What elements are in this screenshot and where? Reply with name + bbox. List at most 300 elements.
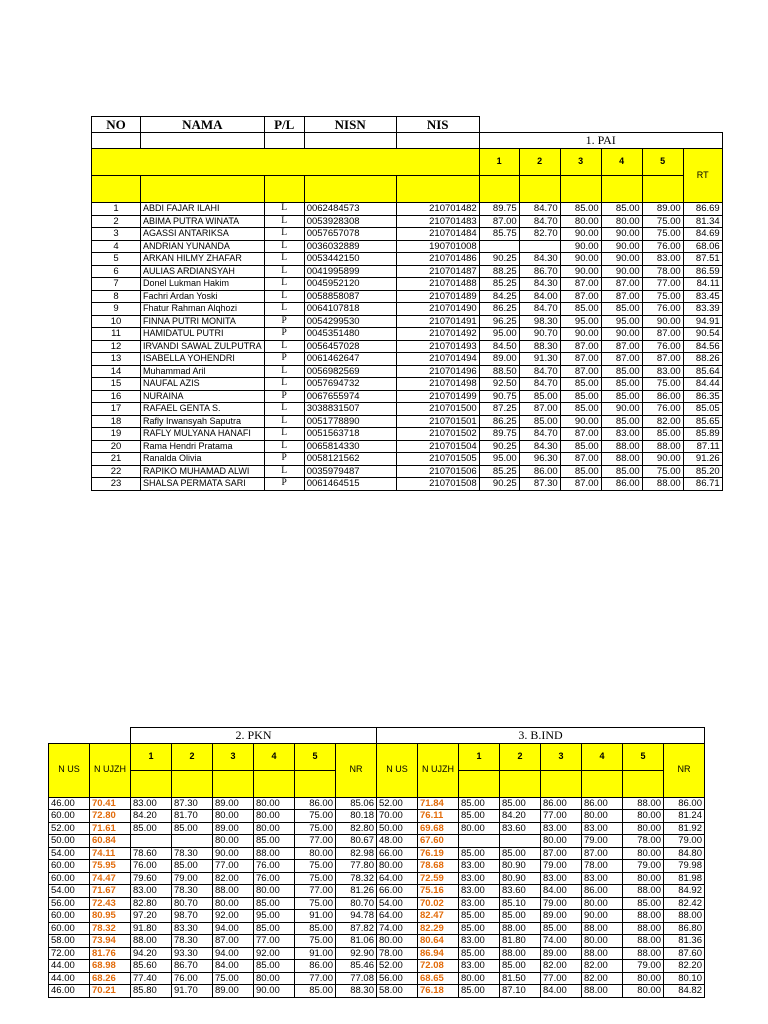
cell-bind-nr: 84.80: [664, 847, 705, 860]
cell-pai-3: 87.00: [560, 278, 601, 291]
cell-pkn-nujzh: 68.26: [90, 972, 131, 985]
cell-bind-2: [500, 835, 541, 848]
cell-nisn: 0056457028: [304, 340, 396, 353]
cell-pai-2: 88.30: [519, 340, 560, 353]
cell-bind-nr: 80.10: [664, 972, 705, 985]
cell-pkn-4: 76.00: [254, 872, 295, 885]
cell-pkn-1: 79.60: [131, 872, 172, 885]
cell-pl: L: [264, 403, 304, 416]
cell-pai-4: 83.00: [601, 428, 642, 441]
cell-bind-4: 78.00: [582, 860, 623, 873]
cell-pkn-nujzh: 71.61: [90, 822, 131, 835]
cell-bind-1: 80.00: [459, 822, 500, 835]
cell-bind-1: 85.00: [459, 922, 500, 935]
cell-no: 10: [92, 315, 141, 328]
cell-nama: Donel Lukman Hakim: [141, 278, 265, 291]
cell-pai-2: 85.00: [519, 390, 560, 403]
cell-bind-3: 84.00: [541, 985, 582, 998]
cell-pai-2: 98.30: [519, 315, 560, 328]
cell-bind-5: 88.00: [623, 885, 664, 898]
cell-bind-1: 85.00: [459, 810, 500, 823]
cell-pkn-3: 75.00: [213, 972, 254, 985]
cell-bind-2: 88.00: [500, 947, 541, 960]
cell-pai-5: 76.00: [642, 303, 683, 316]
cell-bind-2: 83.60: [500, 822, 541, 835]
cell-pai-rt: 88.26: [683, 353, 722, 366]
pai-col-5: 5: [642, 149, 683, 176]
cell-nis: 210701504: [396, 440, 479, 453]
cell-nis: 210701502: [396, 428, 479, 441]
cell-nisn: 0058858087: [304, 290, 396, 303]
cell-bind-nujzh: 72.08: [418, 960, 459, 973]
table-row: [92, 228, 723, 241]
cell-bind-1: 80.00: [459, 972, 500, 985]
cell-bind-3: 85.00: [541, 922, 582, 935]
cell-pkn-5: 85.00: [295, 985, 336, 998]
cell-bind-1: 85.00: [459, 797, 500, 810]
subject-pai: 1. PAI: [479, 133, 722, 149]
cell-no: 3: [92, 228, 141, 241]
cell-nama: IRVANDI SAWAL ZULPUTRA: [141, 340, 265, 353]
cell-bind-5: 80.00: [623, 872, 664, 885]
cell-nis: 210701493: [396, 340, 479, 353]
cell-pai-2: 84.70: [519, 203, 560, 216]
cell-pkn-nus: 60.00: [49, 910, 90, 923]
table-row: [49, 960, 705, 973]
cell-pkn-nr: 77.08: [336, 972, 377, 985]
cell-pai-4: 88.00: [601, 440, 642, 453]
cell-no: 20: [92, 440, 141, 453]
cell-pkn-2: 87.30: [172, 797, 213, 810]
cell-pkn-5: 86.00: [295, 797, 336, 810]
cell-bind-2: 85.00: [500, 960, 541, 973]
cell-pkn-2: 98.70: [172, 910, 213, 923]
cell-pai-1: 92.50: [479, 378, 519, 391]
cell-bind-3: 86.00: [541, 797, 582, 810]
cell-bind-3: 83.00: [541, 872, 582, 885]
cell-bind-1: 83.00: [459, 860, 500, 873]
cell-bind-3: 89.00: [541, 947, 582, 960]
cell-pkn-nujzh: 68.98: [90, 960, 131, 973]
cell-nama: AULIAS ARDIANSYAH: [141, 265, 265, 278]
pai-col-rt: RT: [683, 149, 722, 203]
table-row: [49, 847, 705, 860]
bind-col-2: 2: [500, 743, 541, 770]
cell-bind-nus: 52.00: [377, 960, 418, 973]
table-row: [92, 240, 723, 253]
cell-bind-4: 83.00: [582, 822, 623, 835]
cell-pkn-nr: 85.46: [336, 960, 377, 973]
cell-pai-3: 87.00: [560, 290, 601, 303]
cell-nisn: 0045351480: [304, 328, 396, 341]
cell-bind-5: 80.00: [623, 810, 664, 823]
cell-bind-nus: 74.00: [377, 922, 418, 935]
cell-bind-5: 88.00: [623, 947, 664, 960]
cell-pai-1: 89.00: [479, 353, 519, 366]
table-row: [49, 797, 705, 810]
cell-pai-2: 87.00: [519, 403, 560, 416]
cell-pkn-5: 86.00: [295, 960, 336, 973]
cell-pai-4: 90.00: [601, 265, 642, 278]
cell-bind-5: 85.00: [623, 897, 664, 910]
cell-pai-3: 80.00: [560, 215, 601, 228]
cell-no: 2: [92, 215, 141, 228]
cell-pl: L: [264, 303, 304, 316]
cell-pkn-3: 89.00: [213, 797, 254, 810]
cell-bind-nus: 58.00: [377, 985, 418, 998]
cell-nama: RAFAEL GENTA S.: [141, 403, 265, 416]
cell-pl: L: [264, 415, 304, 428]
cell-bind-nus: 70.00: [377, 810, 418, 823]
cell-no: 12: [92, 340, 141, 353]
cell-nis: 210701494: [396, 353, 479, 366]
subject-bind: 3. B.IND: [377, 728, 705, 744]
cell-pai-5: 90.00: [642, 315, 683, 328]
cell-bind-5: 79.00: [623, 960, 664, 973]
cell-pl: L: [264, 465, 304, 478]
cell-pkn-nujzh: 81.76: [90, 947, 131, 960]
cell-pai-4: 90.00: [601, 253, 642, 266]
cell-pai-3: 85.00: [560, 403, 601, 416]
cell-bind-5: 88.00: [623, 910, 664, 923]
cell-pkn-nr: 78.32: [336, 872, 377, 885]
cell-pai-2: 90.70: [519, 328, 560, 341]
cell-pkn-2: 85.00: [172, 822, 213, 835]
cell-nisn: 0045952120: [304, 278, 396, 291]
table-row: [92, 415, 723, 428]
cell-pkn-1: 85.00: [131, 822, 172, 835]
cell-pai-1: 96.25: [479, 315, 519, 328]
cell-bind-5: 88.00: [623, 922, 664, 935]
table-row: [49, 835, 705, 848]
cell-nis: 210701506: [396, 465, 479, 478]
cell-bind-4: 88.00: [582, 985, 623, 998]
cell-nama: Rama Hendri Pratama: [141, 440, 265, 453]
cell-bind-nujzh: 86.94: [418, 947, 459, 960]
cell-nama: Ranalda Olivia: [141, 453, 265, 466]
table-row: [49, 935, 705, 948]
cell-pai-3: 87.00: [560, 428, 601, 441]
cell-no: 7: [92, 278, 141, 291]
table-row: [92, 478, 723, 491]
pkn-col-2: 2: [172, 743, 213, 770]
cell-pai-5: 90.00: [642, 453, 683, 466]
cell-pai-2: 82.70: [519, 228, 560, 241]
cell-pkn-nr: 92.90: [336, 947, 377, 960]
cell-pai-5: 77.00: [642, 278, 683, 291]
cell-pai-1: 88.50: [479, 365, 519, 378]
cell-bind-1: 85.00: [459, 910, 500, 923]
cell-pai-rt: 84.69: [683, 228, 722, 241]
cell-nisn: 0036032889: [304, 240, 396, 253]
cell-no: 22: [92, 465, 141, 478]
cell-bind-2: 81.50: [500, 972, 541, 985]
cell-pl: P: [264, 328, 304, 341]
cell-nisn: 0065814330: [304, 440, 396, 453]
cell-pkn-1: 91.80: [131, 922, 172, 935]
table-row: [92, 328, 723, 341]
student-table-pkn-bind: [48, 727, 705, 998]
cell-pkn-2: 78.30: [172, 847, 213, 860]
cell-pkn-4: 92.00: [254, 947, 295, 960]
cell-pkn-nujzh: 73.94: [90, 935, 131, 948]
cell-pai-rt: 87.51: [683, 253, 722, 266]
cell-bind-2: 85.00: [500, 910, 541, 923]
cell-nis: 210701492: [396, 328, 479, 341]
cell-bind-5: 80.00: [623, 972, 664, 985]
cell-pai-4: 87.00: [601, 290, 642, 303]
cell-pai-4: 90.00: [601, 328, 642, 341]
cell-pl: L: [264, 228, 304, 241]
cell-bind-nus: 80.00: [377, 935, 418, 948]
cell-pai-3: 90.00: [560, 265, 601, 278]
cell-bind-3: 87.00: [541, 847, 582, 860]
bind-col-nr: NR: [664, 743, 705, 797]
cell-bind-nr: 87.60: [664, 947, 705, 960]
cell-pai-rt: 90.54: [683, 328, 722, 341]
cell-pai-4: 95.00: [601, 315, 642, 328]
cell-bind-3: 77.00: [541, 972, 582, 985]
cell-no: 6: [92, 265, 141, 278]
cell-pai-4: 87.00: [601, 353, 642, 366]
cell-bind-2: 83.60: [500, 885, 541, 898]
cell-pkn-nus: 46.00: [49, 797, 90, 810]
table-row: [92, 203, 723, 216]
cell-bind-3: 83.00: [541, 822, 582, 835]
cell-pl: P: [264, 478, 304, 491]
table-row: [92, 390, 723, 403]
cell-pkn-2: 76.00: [172, 972, 213, 985]
cell-pkn-nr: 94.78: [336, 910, 377, 923]
cell-pai-1: 95.00: [479, 328, 519, 341]
cell-nisn: 0064107818: [304, 303, 396, 316]
cell-pai-5: 75.00: [642, 465, 683, 478]
cell-nama: ARKAN HILMY ZHAFAR: [141, 253, 265, 266]
cell-pl: P: [264, 390, 304, 403]
cell-no: 11: [92, 328, 141, 341]
cell-pai-rt: 86.71: [683, 478, 722, 491]
cell-pai-4: 90.00: [601, 240, 642, 253]
cell-pai-1: 85.75: [479, 228, 519, 241]
pai-col-3: 3: [560, 149, 601, 176]
cell-pai-5: 86.00: [642, 390, 683, 403]
cell-pl: L: [264, 265, 304, 278]
cell-pai-rt: 86.59: [683, 265, 722, 278]
cell-nama: SHALSA PERMATA SARI: [141, 478, 265, 491]
cell-bind-2: 85.00: [500, 797, 541, 810]
cell-pkn-1: 97.20: [131, 910, 172, 923]
cell-pai-2: 84.30: [519, 278, 560, 291]
table-row: [92, 440, 723, 453]
cell-pkn-1: 85.80: [131, 985, 172, 998]
cell-pai-4: 90.00: [601, 228, 642, 241]
cell-pai-5: 76.00: [642, 340, 683, 353]
cell-pl: L: [264, 440, 304, 453]
cell-pkn-5: 77.00: [295, 885, 336, 898]
cell-pkn-nus: 72.00: [49, 947, 90, 960]
cell-pai-3: 90.00: [560, 253, 601, 266]
cell-pkn-nujzh: 74.47: [90, 872, 131, 885]
cell-pkn-5: 75.00: [295, 872, 336, 885]
table-row: [49, 860, 705, 873]
cell-pai-1: 90.25: [479, 253, 519, 266]
cell-pl: L: [264, 340, 304, 353]
cell-pkn-3: 89.00: [213, 985, 254, 998]
cell-pai-2: 85.00: [519, 415, 560, 428]
cell-bind-nujzh: 75.16: [418, 885, 459, 898]
cell-pai-3: 85.00: [560, 378, 601, 391]
cell-nisn: 0058121562: [304, 453, 396, 466]
cell-no: 5: [92, 253, 141, 266]
cell-bind-1: 85.00: [459, 947, 500, 960]
cell-bind-nr: 81.92: [664, 822, 705, 835]
cell-pai-3: 87.00: [560, 478, 601, 491]
cell-pkn-2: 81.70: [172, 810, 213, 823]
cell-pai-5: 83.00: [642, 365, 683, 378]
cell-bind-2: 88.00: [500, 922, 541, 935]
cell-pkn-5: 75.00: [295, 860, 336, 873]
cell-pai-rt: 84.44: [683, 378, 722, 391]
cell-bind-nr: 86.80: [664, 922, 705, 935]
cell-pai-1: 90.25: [479, 440, 519, 453]
cell-pai-rt: 85.65: [683, 415, 722, 428]
cell-bind-1: 85.00: [459, 847, 500, 860]
cell-pkn-4: 80.00: [254, 810, 295, 823]
cell-pkn-nus: 58.00: [49, 935, 90, 948]
cell-pkn-nujzh: 70.41: [90, 797, 131, 810]
cell-nis: 210701508: [396, 478, 479, 491]
cell-pkn-nr: 77.80: [336, 860, 377, 873]
cell-pkn-4: 95.00: [254, 910, 295, 923]
cell-pai-5: 75.00: [642, 215, 683, 228]
cell-bind-nujzh: 80.64: [418, 935, 459, 948]
bind-col-nujzh: N UJZH: [418, 743, 459, 797]
cell-no: 16: [92, 390, 141, 403]
cell-nama: Rafly Irwansyah Saputra: [141, 415, 265, 428]
cell-bind-nus: 64.00: [377, 872, 418, 885]
cell-nis: 210701490: [396, 303, 479, 316]
table-row: [92, 303, 723, 316]
cell-pkn-nr: 81.06: [336, 935, 377, 948]
cell-pai-2: 84.70: [519, 215, 560, 228]
cell-pkn-3: 82.00: [213, 872, 254, 885]
cell-nis: 210701487: [396, 265, 479, 278]
col-header-nisn: NISN: [304, 117, 396, 133]
cell-bind-nujzh: 76.18: [418, 985, 459, 998]
cell-bind-nujzh: 69.68: [418, 822, 459, 835]
cell-pai-rt: 84.56: [683, 340, 722, 353]
cell-pkn-nujzh: 70.21: [90, 985, 131, 998]
cell-pkn-1: [131, 835, 172, 848]
cell-pai-rt: 83.39: [683, 303, 722, 316]
cell-no: 18: [92, 415, 141, 428]
cell-bind-4: 82.00: [582, 960, 623, 973]
cell-bind-3: 80.00: [541, 835, 582, 848]
cell-pai-4: 85.00: [601, 378, 642, 391]
cell-pl: L: [264, 378, 304, 391]
cell-bind-nujzh: 67.60: [418, 835, 459, 848]
cell-pai-rt: 87.11: [683, 440, 722, 453]
cell-bind-nujzh: 76.11: [418, 810, 459, 823]
cell-pl: L: [264, 253, 304, 266]
cell-bind-2: 85.10: [500, 897, 541, 910]
cell-pkn-nus: 50.00: [49, 835, 90, 848]
cell-pkn-5: 91.00: [295, 947, 336, 960]
cell-pai-5: 82.00: [642, 415, 683, 428]
cell-nis: 190701008: [396, 240, 479, 253]
cell-bind-2: 84.20: [500, 810, 541, 823]
cell-no: 8: [92, 290, 141, 303]
cell-no: 9: [92, 303, 141, 316]
cell-pkn-1: 84.20: [131, 810, 172, 823]
cell-nama: Fhatur Rahman Alqhozi: [141, 303, 265, 316]
cell-pkn-1: 83.00: [131, 885, 172, 898]
cell-pkn-nujzh: 74.11: [90, 847, 131, 860]
cell-pai-3: 85.00: [560, 440, 601, 453]
cell-pkn-nr: 87.82: [336, 922, 377, 935]
cell-bind-nr: 82.20: [664, 960, 705, 973]
table-row: [49, 972, 705, 985]
student-table-pai: [91, 116, 723, 491]
cell-pai-3: 87.00: [560, 340, 601, 353]
cell-nisn: 0035979487: [304, 465, 396, 478]
cell-pai-5: 88.00: [642, 478, 683, 491]
cell-pai-3: 85.00: [560, 203, 601, 216]
cell-pkn-4: 80.00: [254, 822, 295, 835]
cell-bind-4: 82.00: [582, 972, 623, 985]
cell-pai-1: 89.75: [479, 203, 519, 216]
cell-pai-1: 87.00: [479, 215, 519, 228]
cell-bind-nus: 54.00: [377, 897, 418, 910]
cell-nis: 210701496: [396, 365, 479, 378]
pai-col-1: 1: [479, 149, 519, 176]
cell-pai-1: 89.75: [479, 428, 519, 441]
cell-bind-3: 79.00: [541, 897, 582, 910]
cell-bind-1: [459, 835, 500, 848]
cell-pai-5: 85.00: [642, 428, 683, 441]
bind-col-1: 1: [459, 743, 500, 770]
cell-pl: P: [264, 453, 304, 466]
table-row: [49, 885, 705, 898]
cell-pl: L: [264, 215, 304, 228]
subject-pkn: 2. PKN: [131, 728, 377, 744]
table-row: [49, 922, 705, 935]
cell-pkn-nus: 60.00: [49, 872, 90, 885]
cell-pai-2: 84.70: [519, 303, 560, 316]
cell-pkn-2: 78.30: [172, 935, 213, 948]
cell-nis: 210701505: [396, 453, 479, 466]
cell-pkn-3: 94.00: [213, 922, 254, 935]
table-row: [92, 315, 723, 328]
table-row: [92, 290, 723, 303]
cell-pkn-nus: 54.00: [49, 885, 90, 898]
cell-pai-1: 95.00: [479, 453, 519, 466]
cell-nama: RAFLY MULYANA HANAFI: [141, 428, 265, 441]
cell-pai-4: 85.00: [601, 465, 642, 478]
cell-pai-5: 78.00: [642, 265, 683, 278]
table-row: [49, 810, 705, 823]
cell-pkn-2: 91.70: [172, 985, 213, 998]
cell-pkn-3: 90.00: [213, 847, 254, 860]
cell-nisn: 0057694732: [304, 378, 396, 391]
cell-pkn-nus: 54.00: [49, 847, 90, 860]
cell-pai-4: 87.00: [601, 278, 642, 291]
cell-pai-1: 84.50: [479, 340, 519, 353]
cell-pai-3: 90.00: [560, 415, 601, 428]
table-row: [49, 947, 705, 960]
cell-pai-3: 87.00: [560, 365, 601, 378]
cell-pai-rt: 81.34: [683, 215, 722, 228]
